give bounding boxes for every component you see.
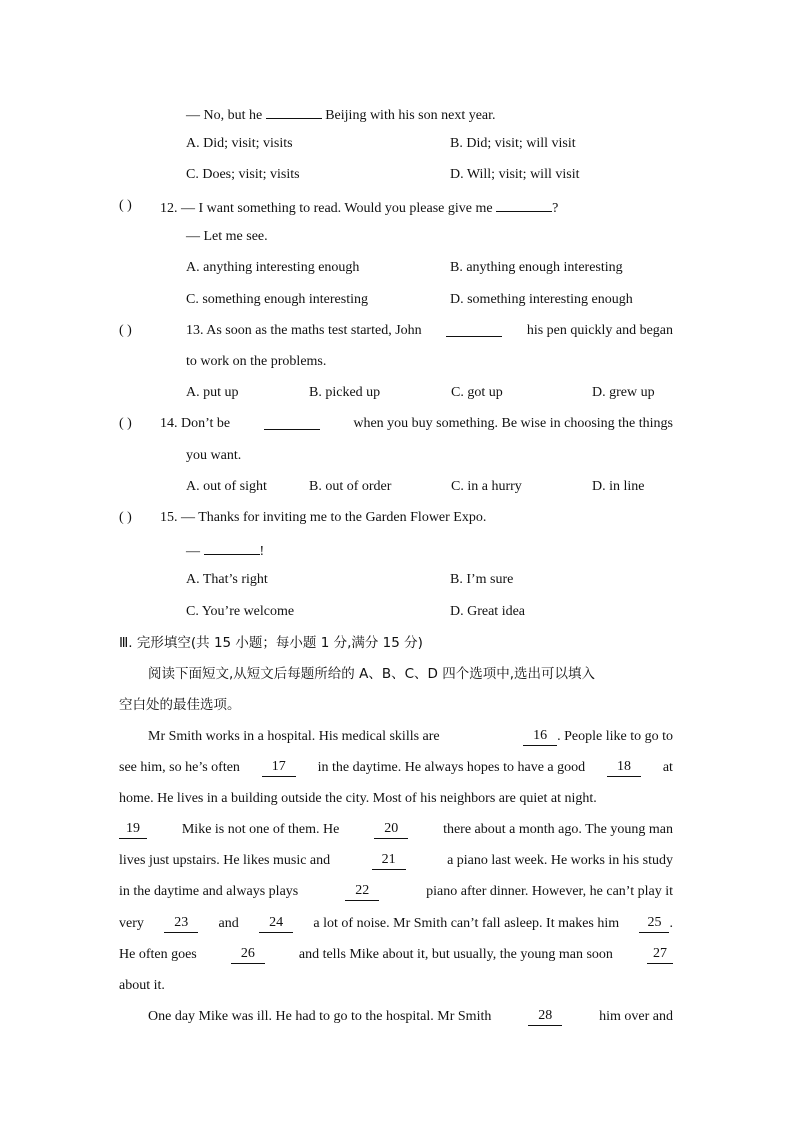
q15-option-a: A. That’s right: [186, 572, 268, 587]
q13-stem: [186, 322, 673, 340]
q12-option-b: B. anything enough interesting: [450, 260, 623, 275]
q15-reply: [186, 540, 264, 561]
blank-17[interactable]: 17: [262, 759, 296, 777]
q13-answer-paren[interactable]: ( ): [119, 323, 132, 338]
q15-stem: 15. — Thanks for inviting me to the Garden Flower Expo.: [160, 510, 487, 525]
passage-text: there about a month ago. The young man: [443, 822, 673, 837]
passage-line-9: about it.: [119, 978, 165, 993]
blank-24[interactable]: 24: [259, 915, 293, 933]
q15-reply-post: !: [259, 544, 265, 559]
passage-text: in the daytime. He always hopes to have a good: [317, 760, 586, 775]
passage-text: Mike is not one of them. He: [181, 822, 340, 837]
q15-reply-pre: —: [186, 544, 200, 559]
q13-stem-post: his pen quickly and began: [526, 323, 673, 338]
q11-option-b: B. Did; visit; will visit: [450, 136, 576, 151]
blank-16[interactable]: 16: [523, 728, 557, 746]
q15-blank[interactable]: [204, 540, 260, 555]
q11-option-a: A. Did; visit; visits: [186, 136, 293, 151]
q14-stem: [160, 415, 673, 433]
q14-stem-post: when you buy something. Be wise in choosing the things: [353, 416, 673, 431]
blank-22[interactable]: 22: [345, 883, 379, 901]
passage-text: piano after dinner. However, he can’t play it: [426, 884, 673, 899]
blank-28[interactable]: 28: [528, 1008, 562, 1026]
passage-text: . People like to go to: [557, 729, 673, 744]
passage-text: at: [662, 760, 673, 775]
q13-option-b: B. picked up: [309, 385, 381, 400]
passage-line-1: [148, 728, 673, 746]
q12-stem-post: ?: [552, 201, 559, 216]
section3-instruction-1: 阅读下面短文,从短文后每题所给的 A、B、C、D 四个选项中,选出可以填入: [148, 666, 595, 682]
q13-option-d: D. grew up: [592, 385, 655, 400]
q14-option-c: C. in a hurry: [451, 479, 522, 494]
q11-answer-line: [186, 104, 496, 125]
q13-stem-cont: to work on the problems.: [186, 354, 327, 369]
blank-21[interactable]: 21: [372, 852, 406, 870]
passage-line-4: [119, 821, 673, 839]
section3-instruction-2: 空白处的最佳选项。: [119, 697, 241, 713]
q14-stem-cont: you want.: [186, 448, 242, 463]
q12-answer-paren[interactable]: ( ): [119, 198, 132, 213]
passage-line-10: [148, 1008, 673, 1026]
q13-stem-pre: 13. As soon as the maths test started, John: [186, 323, 422, 338]
q12-reply: — Let me see.: [186, 229, 268, 244]
q14-stem-pre: 14. Don’t be: [160, 416, 231, 431]
passage-text: a lot of noise. Mr Smith can’t fall asleep. It makes him: [313, 916, 620, 931]
passage-text: see him, so he’s often: [119, 760, 240, 775]
q14-blank[interactable]: [264, 415, 320, 430]
blank-26[interactable]: 26: [231, 946, 265, 964]
q13-blank[interactable]: [446, 322, 502, 337]
blank-18[interactable]: 18: [607, 759, 641, 777]
passage-text: him over and: [599, 1009, 673, 1024]
passage-line-3: home. He lives in a building outside the city. Most of his neighbors are quiet at night.: [119, 791, 597, 806]
q12-option-d: D. something interesting enough: [450, 292, 633, 307]
section3-heading: Ⅲ. 完形填空(共 15 小题；每小题 1 分,满分 15 分): [119, 635, 423, 651]
passage-text: very: [119, 916, 144, 931]
q11-option-d: D. Will; visit; will visit: [450, 167, 580, 182]
q12-option-a: A. anything interesting enough: [186, 260, 360, 275]
passage-text: a piano last week. He works in his study: [447, 853, 673, 868]
passage-line-8: [119, 946, 673, 964]
passage-line-5: [119, 852, 673, 870]
q14-option-d: D. in line: [592, 479, 645, 494]
q13-option-c: C. got up: [451, 385, 503, 400]
blank-19[interactable]: 19: [119, 821, 147, 839]
blank-20[interactable]: 20: [374, 821, 408, 839]
q11-answer-post: Beijing with his son next year.: [325, 108, 496, 123]
q14-answer-paren[interactable]: ( ): [119, 416, 132, 431]
passage-text: and: [218, 916, 239, 931]
passage-text: .: [669, 916, 673, 931]
passage-text: in the daytime and always plays: [119, 884, 299, 899]
passage-line-2: [119, 759, 673, 777]
blank-25[interactable]: 25: [639, 915, 669, 933]
q11-blank[interactable]: [266, 104, 322, 119]
passage-line-6: [119, 883, 673, 901]
passage-text: Mr Smith works in a hospital. His medical skills are: [148, 729, 440, 744]
q15-answer-paren[interactable]: ( ): [119, 510, 132, 525]
passage-text: lives just upstairs. He likes music and: [119, 853, 331, 868]
q12-blank[interactable]: [496, 197, 552, 212]
q15-option-c: C. You’re welcome: [186, 604, 295, 619]
passage-text: and tells Mike about it, but usually, the young man soon: [298, 947, 613, 962]
passage-line-7: [119, 915, 673, 933]
q12-stem-pre: 12. — I want something to read. Would you please give me: [160, 201, 493, 216]
passage-text: One day Mike was ill. He had to go to the hospital. Mr Smith: [148, 1009, 492, 1024]
q13-option-a: A. put up: [186, 385, 239, 400]
q11-answer-pre: — No, but he: [186, 108, 263, 123]
q15-option-d: D. Great idea: [450, 604, 526, 619]
blank-27[interactable]: 27: [647, 946, 673, 964]
passage-text: He often goes: [119, 947, 197, 962]
q15-option-b: B. I’m sure: [450, 572, 514, 587]
blank-23[interactable]: 23: [164, 915, 198, 933]
q14-option-a: A. out of sight: [186, 479, 267, 494]
q12-option-c: C. something enough interesting: [186, 292, 368, 307]
q12-stem: [160, 197, 558, 218]
q14-option-b: B. out of order: [309, 479, 392, 494]
q11-option-c: C. Does; visit; visits: [186, 167, 300, 182]
